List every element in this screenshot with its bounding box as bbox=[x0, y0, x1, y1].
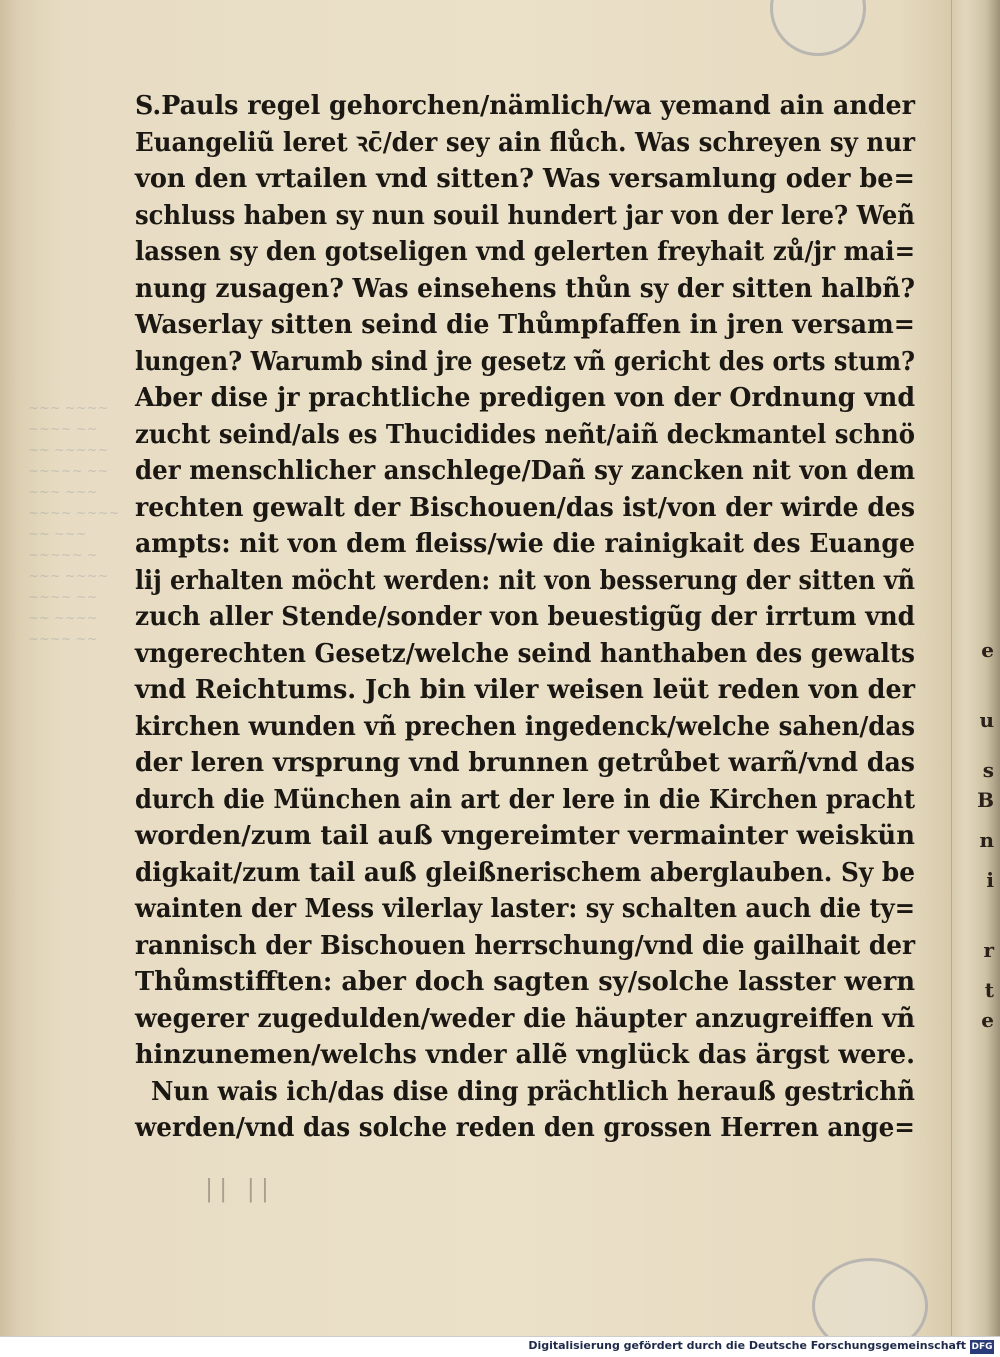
page-clip-bottom bbox=[812, 1258, 928, 1336]
text-line: der leren vrsprung vnd brunnen getrůbet warñ/vnd das bbox=[135, 748, 916, 778]
faint-page-marks: || || bbox=[205, 1175, 275, 1203]
text-line: wegerer zugedulden/weder die häupter anzugreiffen vñ bbox=[135, 1003, 915, 1034]
text-line: ampts: nit von dem fleiss/wie die rainigkait des Euange bbox=[135, 529, 915, 559]
edge-mark: B bbox=[977, 788, 994, 812]
text-line: der menschlicher anschlege/Dañ sy zancken nit von dem bbox=[135, 456, 916, 486]
text-line: lungen? Warumb sind jre gesetz vñ gericht des orts stum? bbox=[135, 346, 916, 377]
text-line: nung zusagen? Was einsehens thůn sy der sitten halbñ? bbox=[135, 273, 916, 304]
text-line: rannisch der Bischouen herrschung/vnd die gailhait der bbox=[135, 930, 916, 961]
text-line: lij erhalten möcht werden: nit von besserung der sitten vñ bbox=[135, 565, 916, 596]
text-line: S.Pauls regel gehorchen/nämlich/wa yemand ain ander bbox=[135, 91, 915, 121]
adjacent-page-edge bbox=[951, 0, 1000, 1336]
text-line: Euangeliũ leret ꝛc̄/der sey ain flůch. Was schreyen sy nur bbox=[135, 127, 915, 158]
text-line: vngerechten Gesetz/welche seind hanthaben des gewalts bbox=[135, 638, 916, 669]
text-line: worden/zum tail auß vngereimter vermainter weiskün bbox=[135, 821, 915, 851]
text-line: kirchen wunden vñ prechen ingedenck/welche sahen/das bbox=[135, 711, 916, 742]
text-line: wainten der Mess vilerlay laster: sy schalten auch die ty= bbox=[135, 894, 916, 924]
edge-mark: e bbox=[981, 638, 994, 662]
edge-mark: t bbox=[984, 978, 994, 1002]
text-line: Thůmstifften: aber doch sagten sy/solche lasster wern bbox=[135, 967, 916, 997]
text-line: Nun wais ich/das dise ding prächtlich herauß gestrichñ bbox=[151, 1076, 916, 1107]
footer-bar bbox=[0, 1336, 1000, 1357]
text-line: vnd Reichtums. Jch bin viler weisen leüt reden von der bbox=[135, 675, 916, 705]
edge-mark: r bbox=[983, 938, 994, 962]
edge-mark: s bbox=[982, 758, 994, 782]
show-through-text: ~~~ ~~~~ ~~~~ ~~ ~~ ~~~~~ ~~~~~ ~~ ~~~ ~~~ ~~~~ ~~~~ ~~ ~~~ ~~~~~ ~ ~~~ ~~~~ ~~~~ ~~ ~~ ~~~~ ~~~~ ~~ bbox=[28, 401, 120, 647]
text-line: zuch aller Stende/sonder von beuestigũg der irrtum vnd bbox=[135, 602, 916, 632]
text-line: lassen sy den gotseligen vnd gelerten freyhait zů/jr mai= bbox=[135, 237, 916, 267]
funding-credit: Digitalisierung gefördert durch die Deutsche Forschungsgemeinschaft bbox=[528, 1339, 966, 1352]
text-line: durch die München ain art der lere in die Kirchen pracht bbox=[135, 784, 916, 815]
text-line: rechten gewalt der Bischouen/das ist/von der wirde des bbox=[135, 492, 916, 523]
edge-mark: n bbox=[979, 828, 994, 852]
text-line: digkait/zum tail auß gleißnerischem aberglauben. Sy be bbox=[135, 857, 915, 888]
text-line: schluss haben sy nun souil hundert jar von der lere? Weñ bbox=[135, 200, 915, 231]
edge-mark: e bbox=[981, 1008, 994, 1032]
text-line: hinzunemen/welchs vnder allẽ vnglück das ärgst were. bbox=[135, 1040, 916, 1070]
text-line: werden/vnd das solche reden den grossen Herren ange= bbox=[135, 1113, 915, 1143]
text-line: Aber dise jr prachtliche predigen von der Ordnung vnd bbox=[135, 383, 916, 413]
dfg-logo-icon: DFG bbox=[971, 1342, 993, 1352]
text-line: zucht seind/als es Thucidides neñt/aiñ deckmantel schnö bbox=[135, 419, 916, 450]
text-line: von den vrtailen vnd sitten? Was versamlung oder be= bbox=[135, 164, 915, 194]
edge-mark: u bbox=[979, 708, 994, 732]
edge-mark: i bbox=[986, 868, 994, 892]
page-clip-top bbox=[770, 0, 866, 56]
text-line: Waserlay sitten seind die Thůmpfaffen in jren versam= bbox=[135, 310, 915, 340]
